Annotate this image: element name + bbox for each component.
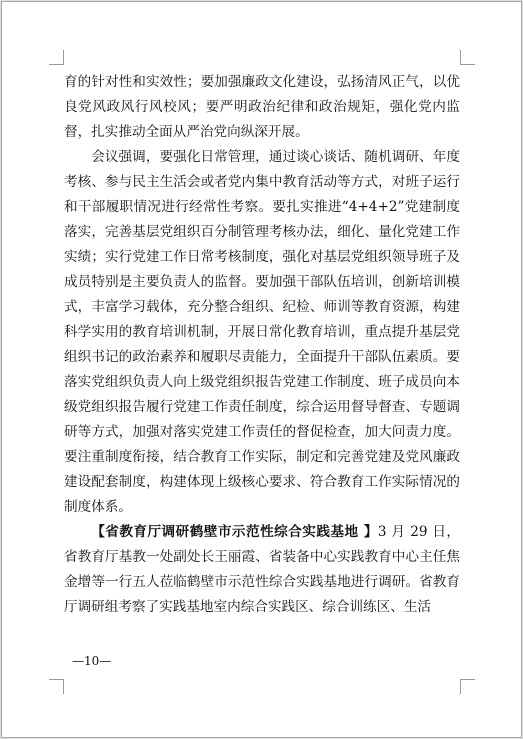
crop-mark-top-left — [49, 50, 64, 65]
page-number: —10— — [72, 654, 112, 668]
paragraph-1: 育的针对性和实效性；要加强廉政文化建设，弘扬清风正气，以优良党风政风行风校风；要严明政治纪律和政治规矩，强化党内监督，扎实推动全面从严治党向纵深开展。 — [64, 74, 460, 140]
document-page — [1, 1, 522, 738]
news-body: 3 月 29 日，省教育厅基教一处副处长王丽霞、省装备中心实践教育中心主任焦金增等一行五人莅临鹤壁市示范性综合实践基地进行调研。省教育厅调研组考察了实践基地室内综合实践区、综合训练区、生活 — [64, 524, 460, 615]
paragraph-2: 会议强调，要强化日常管理，通过谈心谈话、随机调研、年度考核、参与民主生活会或者党内集中教育活动等方式，对班子运行和干部履职情况进行经常性考察。要扎实推进“4+4+2”党建制度落实，完善基层党组织百分制管理考核办法，细化、量化党建工作实绩；实行党建工作日常考核制度，强化对基层党组织领导班子及成员特别是主要负责人的监督。要加强干部队伍培训，创新培训模式，丰富学习载体，充分整合组织、纪检、师训等教育资源，构建科学实用的教育培训机制，开展日常化教育培训，重点提升基层党组织书记的政治素养和履职尽责能力，全面提升干部队伍素质。要落实党组织负责人向上级党组织报告党建工作制度、班子成员向本级党组织报告履行党建工作责任制度，综合运用督导督查、专题调研等方式，加强对落实党建工作责任的督促检查，加大问责力度。要注重制度衔接，结合教育工作实际，制定和完善党建及党风廉政建设配套制度，构建体现上级核心要求、符合教育工作实际情况的制度体系。 — [64, 149, 460, 515]
crop-mark-bottom-right — [460, 679, 475, 694]
crop-mark-top-right — [460, 50, 475, 65]
news-heading: 【省教育厅调研鹤壁市示范性综合实践基地 】 — [91, 524, 378, 540]
crop-mark-bottom-left — [49, 679, 64, 694]
news-paragraph — [64, 520, 460, 620]
document-body — [64, 70, 460, 620]
